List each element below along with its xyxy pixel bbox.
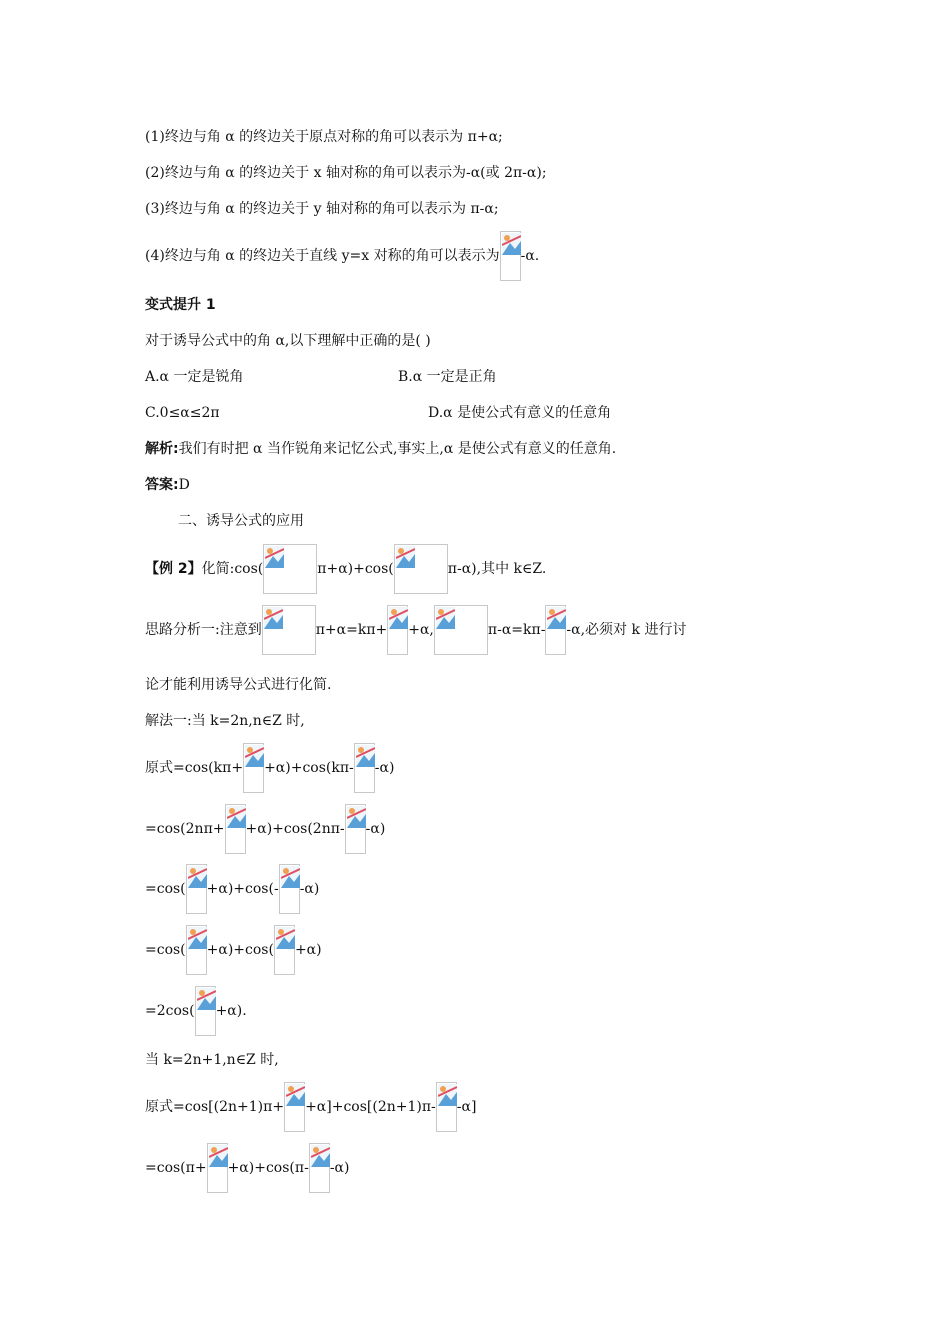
derivation-row-1: 原式=cos(kπ+ +α)+cos(kπ- -α): [145, 743, 394, 793]
derivation-row-5: =2cos( +α).: [145, 986, 247, 1036]
broken-image-icon: [274, 925, 295, 975]
broken-image-icon: [279, 864, 300, 914]
derivation-row-3: =cos( +α)+cos(- -α): [145, 864, 319, 914]
broken-image-icon: [263, 544, 317, 594]
broken-image-icon: [394, 544, 448, 594]
broken-image-icon: [284, 1082, 305, 1132]
case-2-line: 当 k=2n+1,n∈Z 时,: [145, 1052, 279, 1068]
derivation-row-6: 原式=cos[(2n+1)π+ +α]+cos[(2n+1)π- -α]: [145, 1082, 476, 1132]
broken-image-icon: [387, 605, 408, 655]
option-d: D.α 是使公式有意义的任意角: [428, 405, 612, 421]
broken-image-icon: [545, 605, 566, 655]
derivation-row-7: =cos(π+ +α)+cos(π- -α): [145, 1143, 349, 1193]
text-line-2: (2)终边与角 α 的终边关于 x 轴对称的角可以表示为-α(或 2π-α);: [145, 165, 547, 181]
analysis-line: 解析: 我们有时把 α 当作锐角来记忆公式,事实上,α 是使公式有意义的任意角.: [145, 441, 617, 457]
broken-image-icon: [434, 605, 488, 655]
broken-image-icon: [195, 986, 216, 1036]
broken-image-icon: [500, 231, 521, 281]
broken-image-icon: [309, 1143, 330, 1193]
analysis-idea-line-2: 论才能利用诱导公式进行化简.: [145, 677, 332, 693]
case-1-line: 解法一:当 k=2n,n∈Z 时,: [145, 713, 305, 729]
text-line-4: (4)终边与角 α 的终边关于直线 y=x 对称的角可以表示为 -α.: [145, 231, 539, 281]
answer-line: 答案: D: [145, 477, 190, 493]
broken-image-icon: [186, 864, 207, 914]
derivation-row-4: =cos( +α)+cos( +α): [145, 925, 322, 975]
text-line-1: (1)终边与角 α 的终边关于原点对称的角可以表示为 π+α;: [145, 129, 503, 145]
broken-image-icon: [243, 743, 264, 793]
broken-image-icon: [354, 743, 375, 793]
analysis-idea-line: 思路分析一:注意到 π+α=kπ+ +α, π-α=kπ- -α,必须对 k 进行讨: [145, 605, 686, 655]
section-heading: 变式提升 1: [145, 297, 216, 313]
example-2-line: 【例 2】 化简:cos( π+α)+cos( π-α),其中 k∈Z.: [145, 544, 546, 594]
broken-image-icon: [207, 1143, 228, 1193]
broken-image-icon: [345, 804, 366, 854]
question-text: 对于诱导公式中的角 α,以下理解中正确的是( ): [145, 333, 431, 349]
option-c: C.0≤α≤2π: [145, 405, 220, 421]
option-a: A.α 一定是锐角: [145, 369, 244, 385]
text-line-3: (3)终边与角 α 的终边关于 y 轴对称的角可以表示为 π-α;: [145, 201, 499, 217]
broken-image-icon: [225, 804, 246, 854]
derivation-row-2: =cos(2nπ+ +α)+cos(2nπ- -α): [145, 804, 385, 854]
broken-image-icon: [262, 605, 316, 655]
broken-image-icon: [436, 1082, 457, 1132]
section-title: 二、诱导公式的应用: [178, 513, 304, 529]
option-b: B.α 一定是正角: [398, 369, 497, 385]
broken-image-icon: [186, 925, 207, 975]
